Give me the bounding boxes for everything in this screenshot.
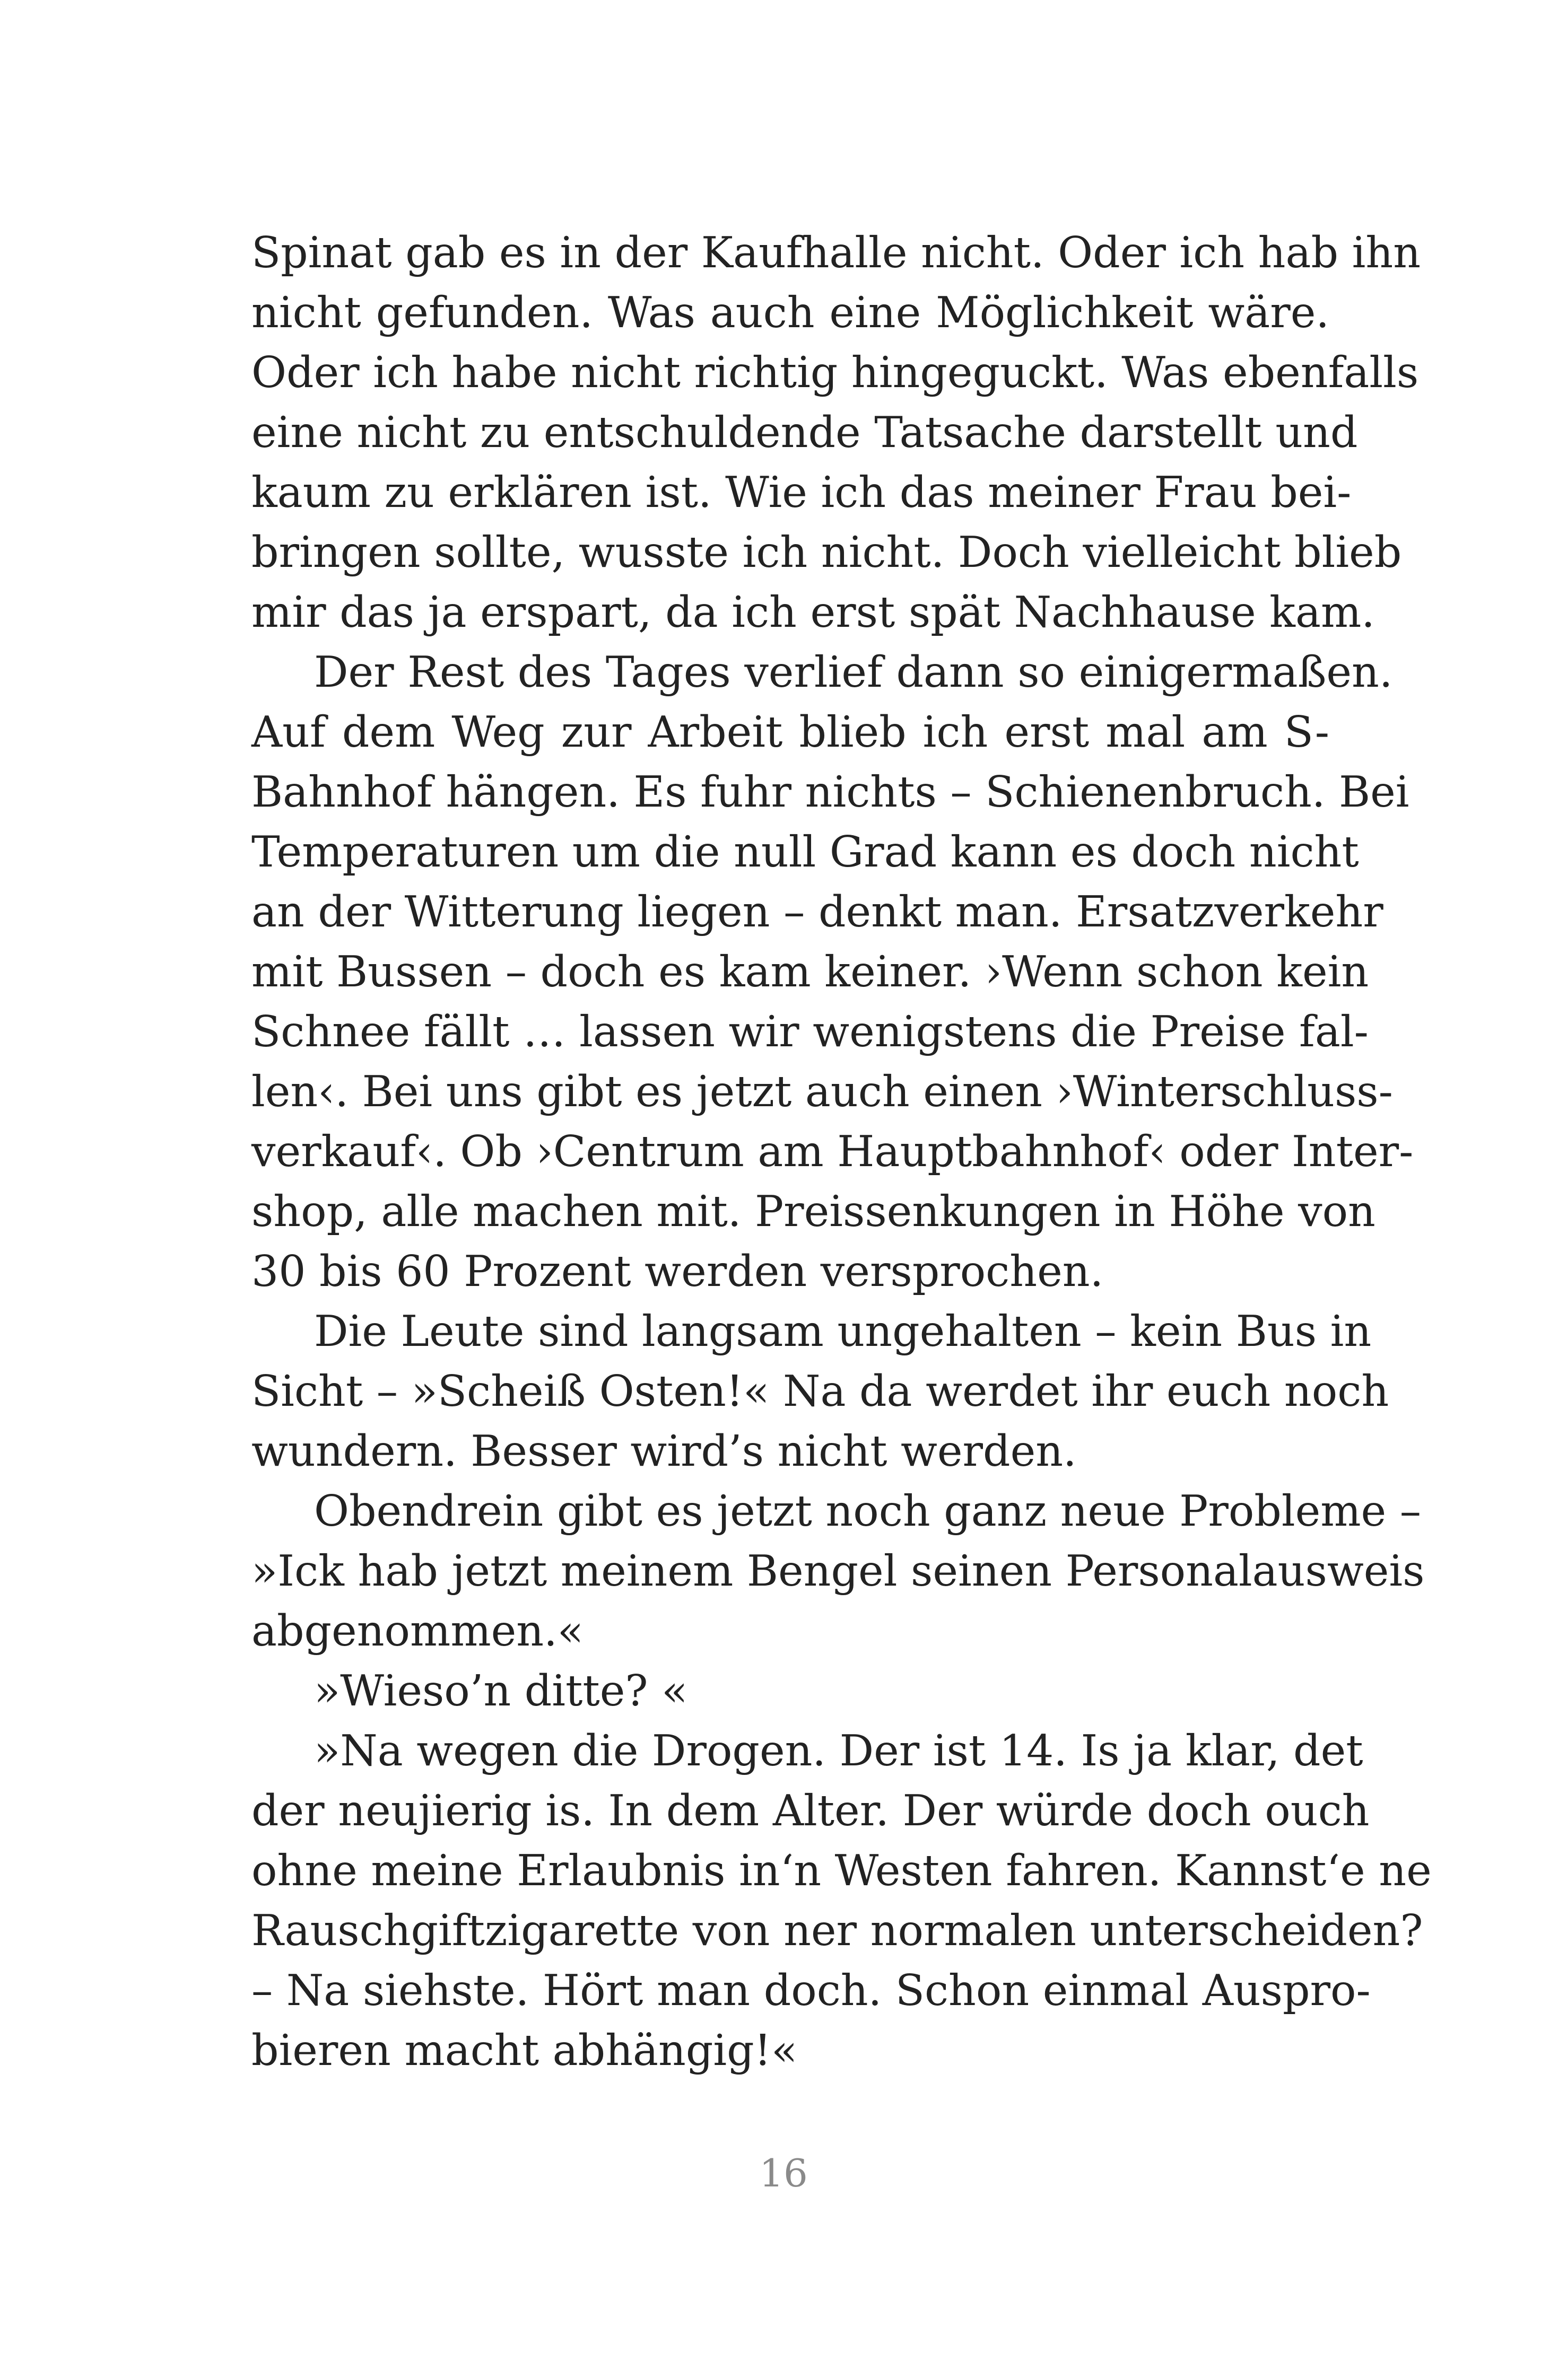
text-line: Sicht – »Scheiß Osten!« Na da werdet ihr euch noch	[251, 1366, 1389, 1416]
text-line: »Ick hab jetzt meinem Bengel seinen Personalausweis	[251, 1546, 1425, 1596]
text-line: Oder ich habe nicht richtig hingeguckt. Was ebenfalls	[251, 347, 1419, 397]
text-line: abgenommen.«	[251, 1606, 584, 1656]
text-line: an der Witterung liegen – denkt man. Ersatzverkehr	[251, 887, 1383, 937]
text-line: »Na wegen die Drogen. Der ist 14. Is ja klar, det	[314, 1726, 1363, 1775]
text-line: »Wieso’n ditte? «	[314, 1666, 688, 1716]
text-line: ohne meine Erlaubnis in‘n Westen fahren. Kannst‘e ne	[251, 1845, 1432, 1895]
paragraph-4	[251, 1481, 1425, 1661]
text-line: bringen sollte, wusste ich nicht. Doch vielleicht blieb	[251, 527, 1402, 577]
text-line: Rauschgiftzigarette von ner normalen unterscheiden?	[251, 1905, 1423, 1955]
text-line: Bahnhof hängen. Es fuhr nichts – Schienenbruch. Bei	[251, 767, 1409, 817]
text-line: kaum zu erklären ist. Wie ich das meiner Frau bei-	[251, 467, 1352, 517]
text-line: – Na siehste. Hört man doch. Schon einmal Auspro-	[251, 1965, 1371, 2015]
paragraph-5	[251, 1661, 1329, 1721]
text-line: verkauf‹. Ob ›Centrum am Hauptbahnhof‹ oder Inter-	[251, 1126, 1414, 1176]
text-line: mir das ja erspart, da ich erst spät Nachhause kam.	[251, 587, 1375, 637]
text-line: shop, alle machen mit. Preissenkungen in Höhe von	[251, 1186, 1376, 1236]
paragraph-6	[251, 1721, 1432, 2080]
text-line: nicht gefunden. Was auch eine Möglichkeit wäre.	[251, 287, 1329, 337]
text-line: Temperaturen um die null Grad kann es doch nicht	[251, 827, 1359, 877]
text-line: bieren macht abhängig!«	[251, 2025, 798, 2075]
book-page-text	[251, 223, 1432, 2080]
paragraph-1	[251, 223, 1421, 642]
page-number: 16	[759, 2151, 808, 2195]
text-line: Der Rest des Tages verlief dann so einigermaßen.	[314, 647, 1393, 697]
text-line: der neujierig is. In dem Alter. Der würde doch ouch	[251, 1786, 1370, 1835]
text-line: mit Bussen – doch es kam keiner. ›Wenn schon kein	[251, 947, 1369, 996]
paragraph-3	[251, 1301, 1389, 1481]
text-line: Die Leute sind langsam ungehalten – kein Bus in	[314, 1306, 1372, 1356]
text-line: eine nicht zu entschuldende Tatsache darstellt und	[251, 407, 1358, 457]
text-line: Spinat gab es in der Kaufhalle nicht. Oder ich hab ihn	[251, 228, 1421, 277]
text-line: wundern. Besser wird’s nicht werden.	[251, 1426, 1077, 1476]
text-line: len‹. Bei uns gibt es jetzt auch einen ›Winterschluss-	[251, 1066, 1393, 1116]
text-line: Obendrein gibt es jetzt noch ganz neue Probleme –	[314, 1486, 1422, 1536]
text-line: 30 bis 60 Prozent werden versprochen.	[251, 1246, 1104, 1296]
text-line: Schnee fällt … lassen wir wenigstens die Preise fal-	[251, 1007, 1369, 1056]
paragraph-2	[251, 642, 1414, 1301]
text-line: Auf dem Weg zur Arbeit blieb ich erst mal am S-	[251, 707, 1329, 757]
